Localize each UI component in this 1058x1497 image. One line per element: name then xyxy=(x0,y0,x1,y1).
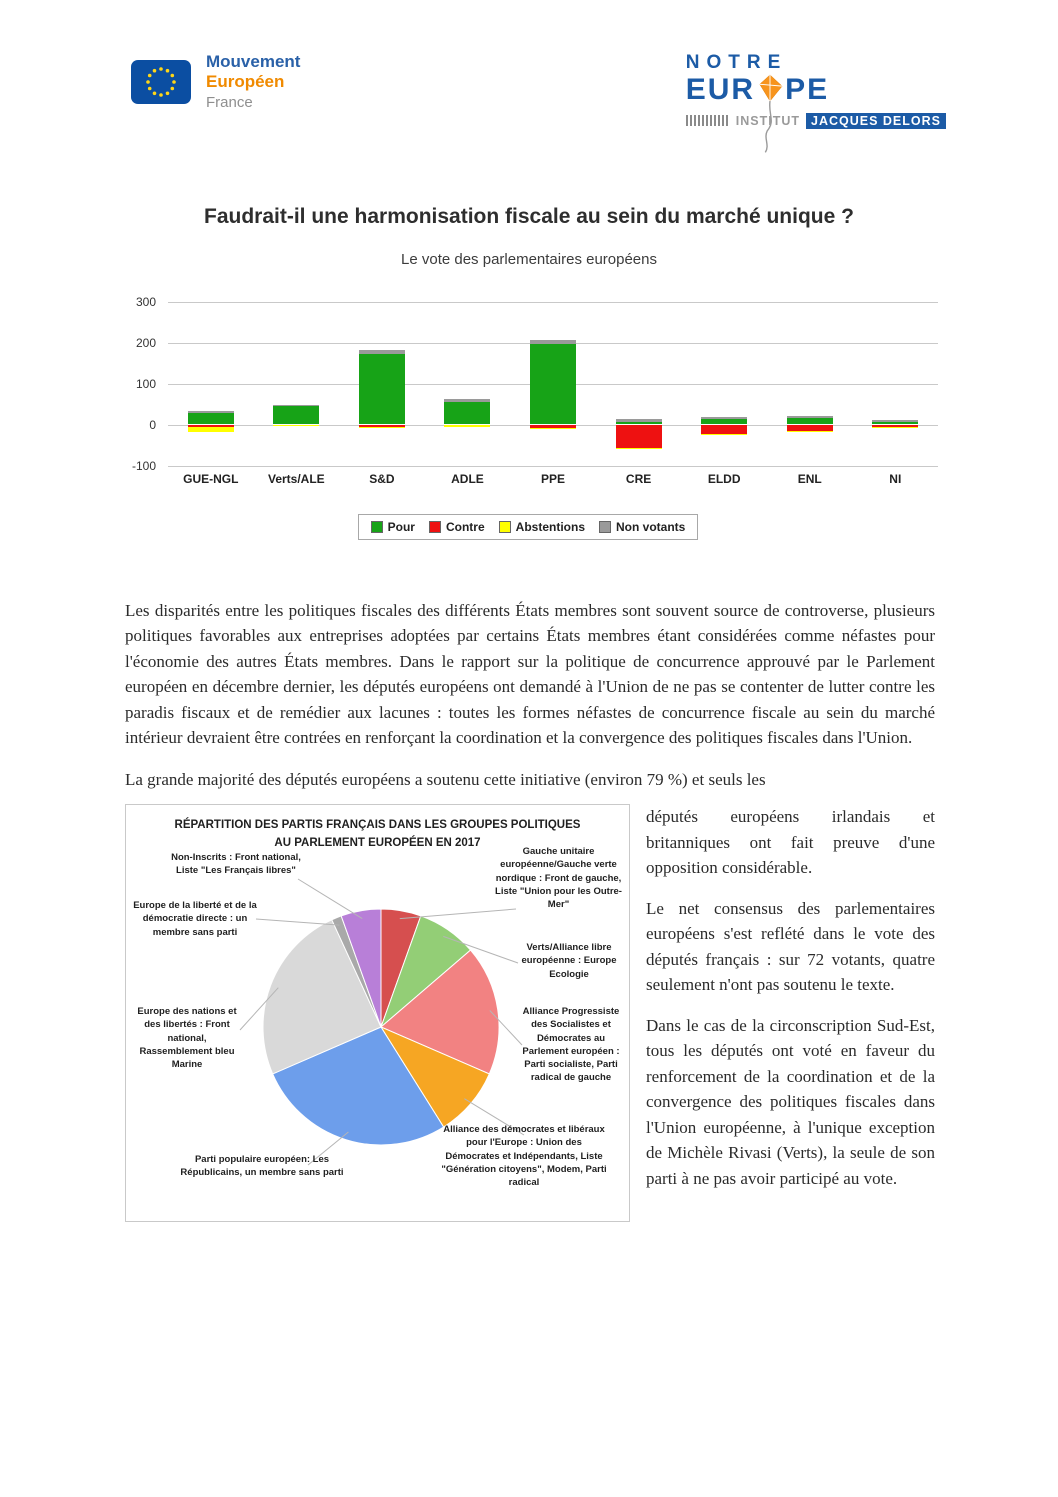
bar-plot xyxy=(168,302,938,467)
body-paragraph-1: Les disparités entre les politiques fiscales des différents États membres sont souvent source de controverse, plusieurs politiques favorables aux entreprises adoptées par certains États membres étant considérées comme néfastes pour l'économie des autres États membres. Dans le rapport sur la politique de concurrence approuvé par le Parlement européen en décembre dernier, les députés européens ont demandé à l'Union de ne pas se contenter de lutter contre les paradis fiscaux et de remédier aux lacunes : toutes les formes néfastes de concurrence fiscale au sein du marché intérieur devraient être contrées en renforçant la coordination et la convergence des politiques fiscales dans l'Union. xyxy=(125,600,935,747)
legend-item-contre xyxy=(429,520,485,534)
legend-label: Non votants xyxy=(616,519,686,534)
segment-non-votants xyxy=(444,399,490,401)
bar-enl xyxy=(787,302,833,467)
legend-swatch xyxy=(599,521,611,533)
segment-pour xyxy=(530,344,576,424)
right-text-column xyxy=(646,804,935,1206)
legend-swatch xyxy=(499,521,511,533)
pie-label-ni: Non-Inscrits : Front national, Liste "Les Français libres" xyxy=(171,852,301,877)
segment-pour xyxy=(273,406,319,424)
pie-label-alde: Alliance des démocrates et libéraux pour l'Europe : Union des Démocrates et Indépendants, Liste "Génération citoyens", Modem, Parti radical xyxy=(441,1124,607,1189)
segment-abstentions xyxy=(872,427,918,428)
y-axis-tick: 300 xyxy=(135,294,156,309)
segment-abstentions xyxy=(359,427,405,428)
x-axis-label: PPE xyxy=(541,471,566,486)
x-axis-label: S&D xyxy=(369,471,395,486)
x-axis-label: ELDD xyxy=(707,471,741,486)
segment-non-votants xyxy=(188,411,234,413)
segment-non-votants xyxy=(530,340,576,344)
kite-icon xyxy=(756,74,784,102)
pie-chart-box xyxy=(125,804,630,1222)
segment-abstentions xyxy=(188,427,234,432)
pie-label-efdd: Europe de la liberté et de la démocratie directe : un membre sans parti xyxy=(133,900,257,938)
x-axis-label: CRE xyxy=(625,471,652,486)
pie-label-enl: Europe des nations et des libertés : Front national, Rassemblement bleu Marine xyxy=(137,1006,237,1071)
vote-bar-chart xyxy=(118,294,938,540)
segment-abstentions xyxy=(787,431,833,432)
pie-label-s-d: Alliance Progressiste des Socialistes et Démocrates au Parlement européen : Parti socialiste, Parti radical de gauche xyxy=(522,1006,620,1084)
pie-labels-layer xyxy=(126,805,631,1223)
x-axis-label: Verts/ALE xyxy=(267,471,325,486)
legend-swatch xyxy=(429,521,441,533)
barcode-icon xyxy=(686,115,730,126)
legend-item-pour xyxy=(371,520,415,534)
pie-label-ppe: Parti populaire européen: Les Républicains, un membre sans parti xyxy=(180,1154,344,1179)
mouvement-europeen-logo xyxy=(130,52,300,112)
page-title: Faudrait-il une harmonisation fiscale au sein du marché unique ? xyxy=(204,204,854,228)
body-text xyxy=(125,598,935,1223)
x-axis-label: NI xyxy=(889,471,902,486)
segment-abstentions xyxy=(701,434,747,435)
segment-contre xyxy=(787,425,833,432)
body-paragraph-2-rest: députés européens irlandais et britanniques ont fait preuve d'une opposition considérable. xyxy=(646,807,935,877)
bar-verts-ale xyxy=(273,302,319,467)
x-axis-label: GUE-NGL xyxy=(183,471,239,486)
logo-text-institut: INSTITUT xyxy=(735,113,800,128)
pie-chart-title xyxy=(126,817,629,853)
logo-text-pe: PE xyxy=(785,73,830,106)
legend-label: Abstentions xyxy=(515,519,585,534)
chart-legend xyxy=(358,514,699,540)
logo-text-jacques-delors: JACQUES DELORS xyxy=(806,113,946,129)
legend-item-abstentions xyxy=(499,520,585,534)
y-axis xyxy=(118,294,164,473)
segment-abstentions xyxy=(616,448,662,449)
y-axis-tick: 0 xyxy=(149,417,156,432)
logo-text-europe xyxy=(686,74,946,106)
segment-pour xyxy=(188,413,234,424)
y-axis-tick: -100 xyxy=(131,458,156,473)
mouvement-europeen-wordmark xyxy=(206,52,300,112)
x-axis-label: ENL xyxy=(797,471,822,486)
segment-non-votants xyxy=(616,419,662,422)
legend-swatch xyxy=(371,521,383,533)
segment-non-votants xyxy=(872,420,918,422)
y-axis-tick: 200 xyxy=(135,335,156,350)
pie-title-line2: AU PARLEMENT EUROPÉEN EN 2017 xyxy=(274,836,481,849)
logo-text-notre: NOTRE xyxy=(685,52,788,73)
chart-title: Le vote des parlementaires européens xyxy=(401,250,657,268)
header xyxy=(0,0,1058,129)
bar-chart-plot-area xyxy=(118,294,938,473)
institut-line xyxy=(686,113,946,129)
bar-cre xyxy=(616,302,662,467)
two-column-section xyxy=(125,804,935,1222)
bar-s-d xyxy=(359,302,405,467)
legend-label: Contre xyxy=(445,519,485,534)
logo-text-mouvement: Mouvement xyxy=(206,52,301,71)
x-axis-label: ADLE xyxy=(451,471,484,486)
legend-label: Pour xyxy=(387,519,415,534)
segment-non-votants xyxy=(701,417,747,419)
y-axis-tick: 100 xyxy=(135,376,156,391)
segment-abstentions xyxy=(530,428,576,429)
segment-abstentions xyxy=(444,425,490,427)
bar-adle xyxy=(444,302,490,467)
legend-item-non-votants xyxy=(599,520,685,534)
notre-europe-logo xyxy=(686,52,946,129)
segment-pour xyxy=(359,354,405,425)
logo-text-eur: EUR xyxy=(685,73,756,106)
legend-wrap xyxy=(118,514,938,540)
logo-text-europeen: Européen xyxy=(206,72,285,92)
pie-label-verts-ale: Verts/Alliance libre européenne : Europe Ecologie xyxy=(521,942,617,980)
x-axis xyxy=(168,472,938,486)
bar-eldd xyxy=(701,302,747,467)
body-paragraph-3: Le net consensus des parlementaires européens s'est reflété dans le vote des députés français : sur 72 votants, quatre seulement n'ont pas soutenu le texte. xyxy=(646,898,935,994)
pie-label-gue-ngl: Gauche unitaire européenne/Gauche verte nordique : Front de gauche, Liste "Union pour les Outre-Mer" xyxy=(495,846,622,911)
segment-abstentions xyxy=(273,425,319,426)
body-paragraph-4: Dans le cas de la circonscription Sud-Est, tous les députés ont voté en faveur du renforcement de la coordination et de la convergence des politiques fiscales dans l'Union européenne, à l'unique exception de Michèle Rivasi (Verts), la seule de son parti à ne pas avoir participé au vote. xyxy=(646,1015,935,1188)
segment-non-votants xyxy=(787,416,833,418)
segment-pour xyxy=(444,402,490,425)
pie-title-line1: RÉPARTITION DES PARTIS FRANÇAIS DANS LES GROUPES POLITIQUES xyxy=(174,819,581,831)
bar-ni xyxy=(872,302,918,467)
bar-ppe xyxy=(530,302,576,467)
segment-non-votants xyxy=(273,405,319,407)
segment-contre xyxy=(616,425,662,448)
bar-gue-ngl xyxy=(188,302,234,467)
body-paragraph-2-intro: La grande majorité des députés européens a soutenu cette initiative (environ 79 %) et seuls les xyxy=(125,769,766,789)
logo-text-france: France xyxy=(206,93,253,111)
segment-contre xyxy=(701,425,747,434)
segment-non-votants xyxy=(359,350,405,354)
segment-pour xyxy=(787,418,833,425)
eu-flag-icon xyxy=(130,59,192,105)
